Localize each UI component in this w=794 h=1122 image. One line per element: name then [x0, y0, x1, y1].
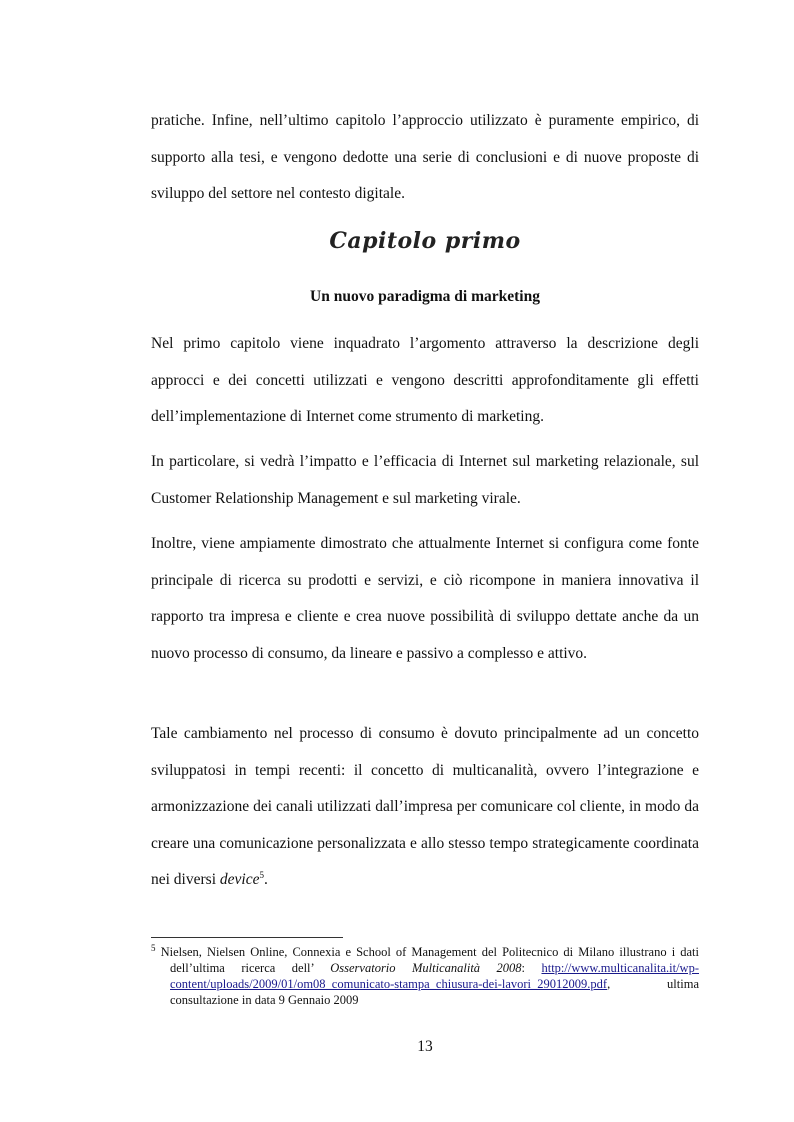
paragraph-4-text: Tale cambiamento nel processo di consumo è dovuto principalmente ad un concetto sviluppatosi in tempi recenti: il concetto di multicanalità, ovvero l’integrazione e armonizzazione dei canali utilizzati dall’impresa per comunicare col cliente, in modo da creare una comunicazione personalizzata e allo stesso tempo strategicamente coordinata nei diversi [151, 725, 699, 888]
footnote-body [151, 944, 699, 1008]
paragraph-2: In particolare, si vedrà l’impatto e l’efficacia di Internet sul marketing relazionale, sul Customer Relationship Management e sul marketing virale. [151, 453, 699, 507]
chapter-title: Capitolo primo [329, 228, 521, 254]
paragraph-4 [151, 716, 699, 899]
section-title: Un nuovo paradigma di marketing [310, 288, 540, 305]
paragraph-1: Nel primo capitolo viene inquadrato l’argomento attraverso la descrizione degli approcci e dei concetti utilizzati e vengono descritti approfonditamente gli effetti dell’implementazione di Internet come strumento di marketing. [151, 335, 699, 425]
footnote-divider [151, 937, 343, 938]
footnote-colon: : [521, 961, 542, 975]
footnote-text-before: Nielsen, Nielsen Online, Connexia e School of Management del Politecnico di Milano illustrano i dati dell’ultima ricerca dell’ [155, 945, 699, 975]
footnote-reference[interactable]: 5 [259, 869, 264, 880]
intro-paragraph: pratiche. Infine, nell’ultimo capitolo l’approccio utilizzato è puramente empirico, di supporto alla tesi, e vengono dedotte una serie di conclusioni e di nuove proposte di sviluppo del settore nel contesto digitale. [151, 112, 699, 202]
footnote-marker: 5 [151, 942, 156, 953]
paragraph-4-italic: device [219, 871, 260, 888]
footnote [151, 944, 699, 1008]
footnote-italic-title: Osservatorio Multicanalità 2008 [330, 961, 522, 975]
page-number: 13 [417, 1038, 433, 1055]
footnote-link[interactable]: http://www.multicanalita.it/wp-content/uploads/2009/01/om08_comunicato-stampa_chiusura-dei-lavori_29012009.pdf [170, 961, 699, 991]
paragraph-3: Inoltre, viene ampiamente dimostrato che attualmente Internet si configura come fonte principale di ricerca su prodotti e servizi, e ciò ricompone in maniera innovativa il rapporto tra impresa e cliente e crea nuove possibilità di sviluppo dettate anche da un nuovo processo di consumo, da lineare e passivo a complesso e attivo. [151, 535, 699, 662]
footnote-text-after: , ultima consultazione in data 9 Gennaio 2009 [170, 977, 699, 1007]
paragraph-4-end: . [263, 871, 268, 888]
